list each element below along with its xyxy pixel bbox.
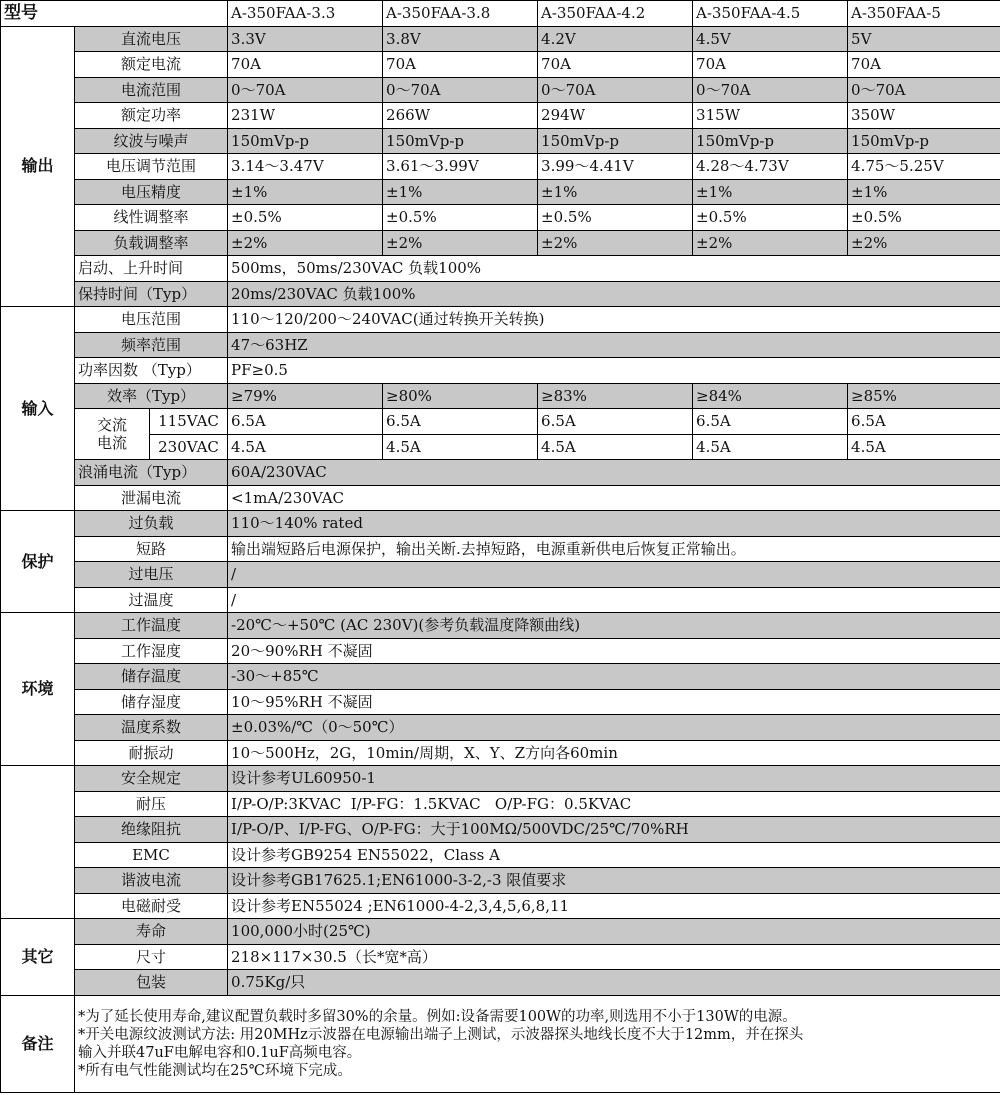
cell-value: / [228,562,1000,588]
row-label: 纹波与噪声 [75,128,228,154]
row-label: 频率范围 [75,332,228,358]
cell-value: 20～90%RH 不凝固 [228,638,1000,664]
cell-value: 500ms，50ms/230VAC 负载100% [228,256,1000,282]
row-label: 安全规定 [75,766,228,792]
cell-value: 6.5A [848,409,1000,435]
cell-value: 6.5A [538,409,693,435]
cell-value: ±2% [228,230,383,256]
cell-value: 100,000小时(25℃) [228,919,1000,945]
cell-value: ±0.5% [538,205,693,231]
cell-value: 315W [693,103,848,129]
cell-value: 10～95%RH 不凝固 [228,689,1000,715]
model-header-label: 型号 [1,1,228,27]
other-row [1,919,1000,945]
cell-value: 70A [228,52,383,78]
section-input: 输入 [1,307,75,511]
cell-value: 150mVp-p [383,128,538,154]
cell-value: ±0.03%/℃（0～50℃） [228,715,1000,741]
row-label: 过温度 [75,587,228,613]
input-row-power-factor [1,358,1000,384]
input-row-ac-115 [1,409,1000,435]
row-label: 耐压 [75,791,228,817]
cell-value: 0～70A [848,77,1000,103]
cell-value: 4.5A [538,434,693,460]
output-row-power [1,103,1000,129]
row-label: 额定功率 [75,103,228,129]
notes-row [1,995,1000,1092]
cell-value: 4.5V [693,26,848,52]
cell-value: 20ms/230VAC 负载100% [228,281,1000,307]
cell-value: 3.14～3.47V [228,154,383,180]
cell-value: 110～120/200～240VAC(通过转换开关转换) [228,307,1000,333]
cell-value: 3.61～3.99V [383,154,538,180]
cell-value: 150mVp-p [848,128,1000,154]
model-name: A-350FAA-5 [848,1,1000,27]
input-row-ac-230 [1,434,1000,460]
output-row-current-range [1,77,1000,103]
other-row [1,970,1000,996]
row-label: 储存温度 [75,664,228,690]
row-label: 过负载 [75,511,228,537]
ac-sub-label: 230VAC [150,434,228,460]
cell-value: PF≥0.5 [228,358,1000,384]
row-label: 电压精度 [75,179,228,205]
row-label: 工作温度 [75,613,228,639]
row-label: EMC [75,842,228,868]
row-label: 储存湿度 [75,689,228,715]
cell-value: 设计参考GB9254 EN55022，Class A [228,842,1000,868]
model-name: A-350FAA-4.5 [693,1,848,27]
note-line: *所有电气性能测试均在25℃环境下完成。 [78,1062,352,1079]
cell-value: I/P-O/P:3KVAC I/P-FG：1.5KVAC O/P-FG：0.5KVAC [228,791,1000,817]
cell-value: 0～70A [228,77,383,103]
cell-value: 6.5A [693,409,848,435]
safety-row [1,893,1000,919]
section-safety [1,766,75,919]
other-row [1,944,1000,970]
cell-value: 设计参考GB17625.1;EN61000-3-2,-3 限值要求 [228,868,1000,894]
cell-value: 3.8V [383,26,538,52]
env-row [1,613,1000,639]
cell-value: 6.5A [383,409,538,435]
output-row-current [1,52,1000,78]
model-name: A-350FAA-4.2 [538,1,693,27]
env-row [1,715,1000,741]
cell-value: ≥83% [538,383,693,409]
cell-value: 设计参考EN55024 ;EN61000-4-2,3,4,5,6,8,11 [228,893,1000,919]
model-name: A-350FAA-3.8 [383,1,538,27]
cell-value: 266W [383,103,538,129]
cell-value: ±1% [848,179,1000,205]
protection-row-short [1,536,1000,562]
row-label: 线性调整率 [75,205,228,231]
safety-row [1,817,1000,843]
cell-value: 输出端短路后电源保护，输出关断.去掉短路，电源重新供电后恢复正常输出。 [228,536,1000,562]
cell-value: 150mVp-p [693,128,848,154]
row-label: 电压范围 [75,307,228,333]
section-other: 其它 [1,919,75,996]
safety-row [1,868,1000,894]
cell-value: ±2% [538,230,693,256]
cell-value: 70A [693,52,848,78]
cell-value: 150mVp-p [228,128,383,154]
cell-value: 4.2V [538,26,693,52]
row-label: 电流范围 [75,77,228,103]
cell-value: 4.5A [383,434,538,460]
row-label: 启动、上升时间 [75,256,228,282]
row-label: 绝缘阻抗 [75,817,228,843]
cell-value: ±0.5% [693,205,848,231]
cell-value: ≥85% [848,383,1000,409]
cell-value: -20℃～+50℃ (AC 230V)(参考负载温度降额曲线) [228,613,1000,639]
row-label: 电压调节范围 [75,154,228,180]
cell-value: 70A [383,52,538,78]
cell-value: 4.5A [228,434,383,460]
protection-row-overvoltage [1,562,1000,588]
cell-value: 3.99～4.41V [538,154,693,180]
cell-value: 4.28～4.73V [693,154,848,180]
row-label: 保持时间（Typ） [75,281,228,307]
cell-value: 6.5A [228,409,383,435]
row-label: 负载调整率 [75,230,228,256]
output-row-voltage [1,26,1000,52]
cell-value: 294W [538,103,693,129]
row-label: 工作湿度 [75,638,228,664]
output-row-load-reg [1,230,1000,256]
input-row-inrush [1,460,1000,486]
cell-value: ≥80% [383,383,538,409]
cell-value: 150mVp-p [538,128,693,154]
cell-value: 4.5A [693,434,848,460]
row-label: 额定电流 [75,52,228,78]
row-label: 功率因数 （Typ） [75,358,228,384]
cell-value: ±2% [383,230,538,256]
safety-row [1,766,1000,792]
cell-value: 0～70A [383,77,538,103]
cell-value: 5V [848,26,1000,52]
row-label: 尺寸 [75,944,228,970]
cell-value: 70A [538,52,693,78]
row-label: 过电压 [75,562,228,588]
cell-value: 231W [228,103,383,129]
output-row-startup [1,256,1000,282]
cell-value: ±0.5% [383,205,538,231]
cell-value: -30～+85℃ [228,664,1000,690]
cell-value: 218×117×30.5（长*宽*高） [228,944,1000,970]
cell-value: 60A/230VAC [228,460,1000,486]
output-row-voltage-adj [1,154,1000,180]
env-row [1,740,1000,766]
model-name: A-350FAA-3.3 [228,1,383,27]
notes-text [75,995,1000,1092]
note-line: 输入并联47uF电解电容和0.1uF高频电容。 [78,1044,362,1061]
header-row [1,1,1000,27]
cell-value: ±0.5% [228,205,383,231]
row-label: 浪涌电流（Typ） [75,460,228,486]
cell-value: ±1% [538,179,693,205]
note-line: *为了延长使用寿命,建议配置负载时多留30%的余量。例如:设备需要100W的功率,则选用不小于130W的电源。 [78,1008,797,1025]
cell-value: 0.75Kg/只 [228,970,1000,996]
output-row-hold [1,281,1000,307]
section-protection: 保护 [1,511,75,613]
cell-value: 47～63HZ [228,332,1000,358]
input-row-voltage-range [1,307,1000,333]
protection-row-overload [1,511,1000,537]
note-line: *开关电源纹波测试方法: 用20MHz示波器在电源输出端子上测试，示波器探头地线长度不大于12mm，并在探头 [78,1026,804,1043]
protection-row-overtemp [1,587,1000,613]
ac-current-label-line2: 电流 [96,434,127,452]
safety-row [1,842,1000,868]
cell-value: ±1% [693,179,848,205]
output-row-accuracy [1,179,1000,205]
cell-value: ≥84% [693,383,848,409]
row-label: 电磁耐受 [75,893,228,919]
cell-value: 4.5A [848,434,1000,460]
cell-value: 10～500Hz，2G，10min/周期，X、Y、Z方向各60min [228,740,1000,766]
row-label: 温度系数 [75,715,228,741]
section-environment: 环境 [1,613,75,766]
env-row [1,664,1000,690]
row-label: 效率（Typ） [75,383,228,409]
row-label: 包装 [75,970,228,996]
cell-value: 70A [848,52,1000,78]
row-label: 泄漏电流 [75,485,228,511]
cell-value: 350W [848,103,1000,129]
cell-value: <1mA/230VAC [228,485,1000,511]
output-row-line-reg [1,205,1000,231]
cell-value: 0～70A [538,77,693,103]
cell-value: 0～70A [693,77,848,103]
safety-row [1,791,1000,817]
row-label: 耐振动 [75,740,228,766]
cell-value: 设计参考UL60950-1 [228,766,1000,792]
section-notes: 备注 [1,995,75,1092]
row-label: 谐波电流 [75,868,228,894]
ac-sub-label: 115VAC [150,409,228,435]
ac-current-label-line1: 交流 [96,416,127,434]
cell-value: / [228,587,1000,613]
input-row-leakage [1,485,1000,511]
cell-value: ±0.5% [848,205,1000,231]
cell-value: 4.75～5.25V [848,154,1000,180]
cell-value: 110～140% rated [228,511,1000,537]
section-output: 输出 [1,26,75,307]
env-row [1,638,1000,664]
cell-value: ±2% [693,230,848,256]
cell-value: 3.3V [228,26,383,52]
row-label: 寿命 [75,919,228,945]
cell-value: ±1% [383,179,538,205]
ac-current-label [75,409,150,460]
output-row-ripple [1,128,1000,154]
env-row [1,689,1000,715]
cell-value: ±2% [848,230,1000,256]
cell-value: I/P-O/P、I/P-FG、O/P-FG：大于100MΩ/500VDC/25℃/70%RH [228,817,1000,843]
input-row-efficiency [1,383,1000,409]
cell-value: ±1% [228,179,383,205]
row-label: 直流电压 [75,26,228,52]
input-row-frequency [1,332,1000,358]
row-label: 短路 [75,536,228,562]
cell-value: ≥79% [228,383,383,409]
